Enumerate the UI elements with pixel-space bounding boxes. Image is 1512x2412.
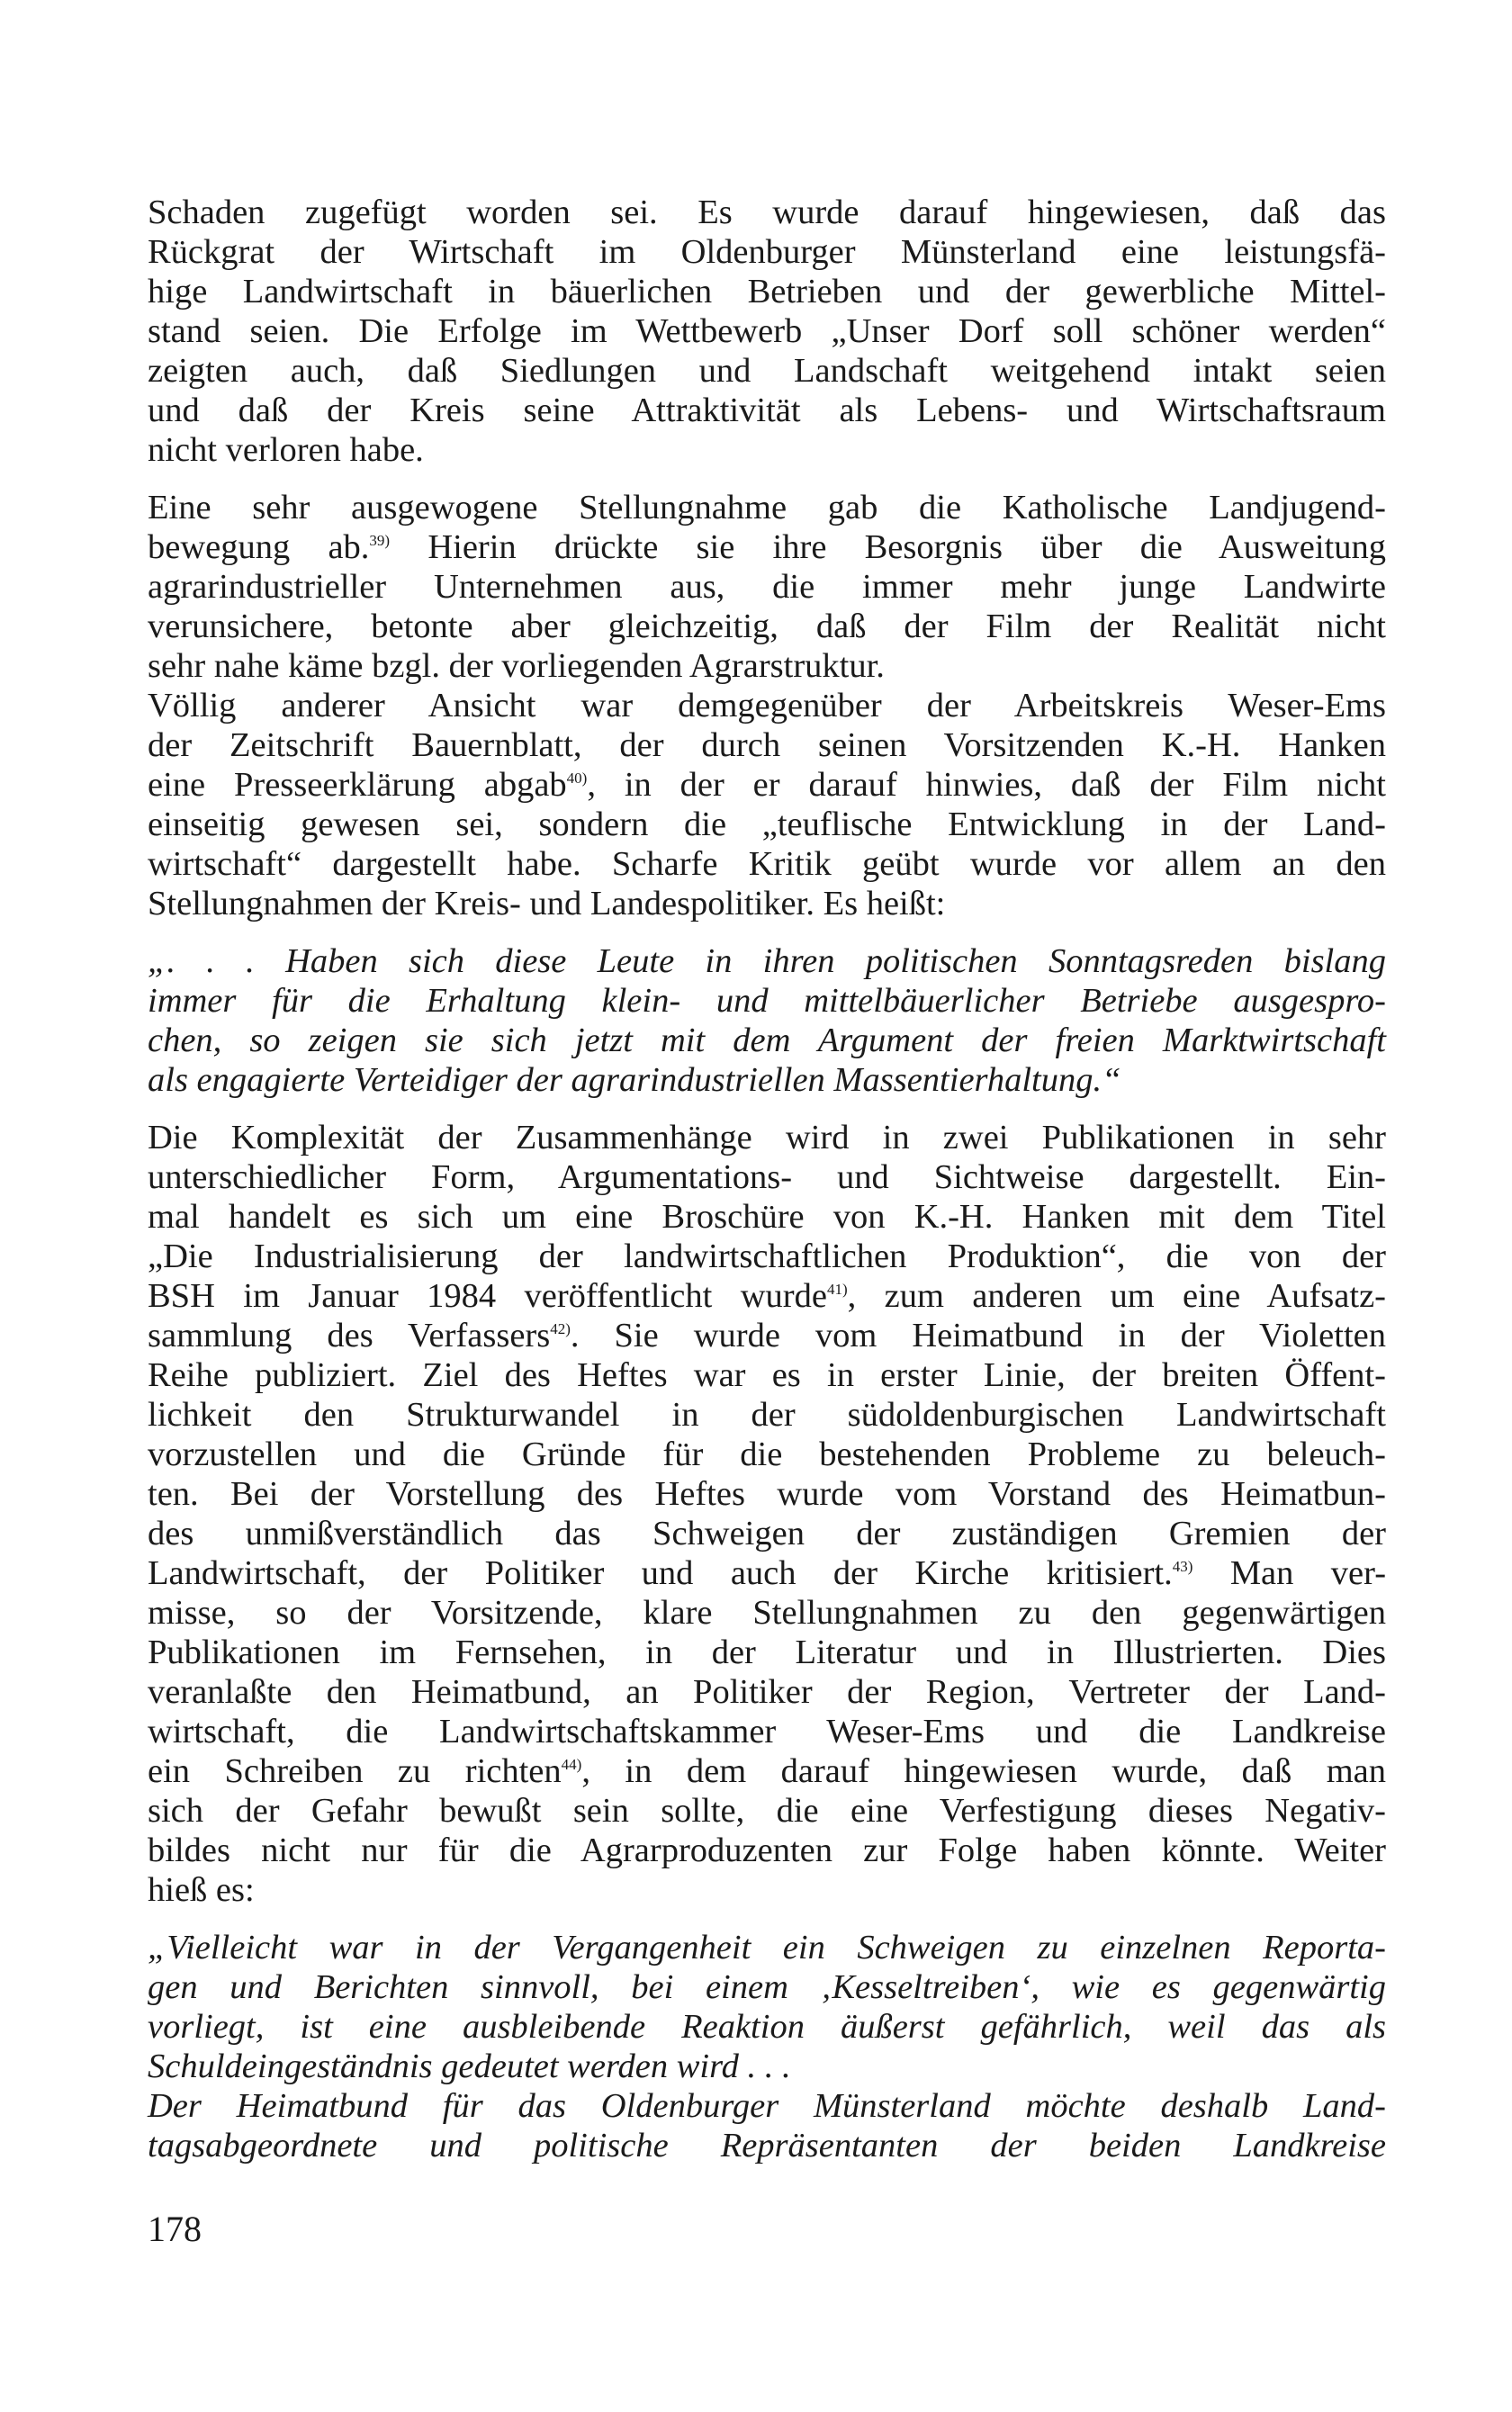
text-line: Schaden zugefügt worden sei. Es wurde darauf hingewiesen, daß das (148, 194, 1386, 231)
text-line: verunsichere, betonte aber gleichzeitig, daß der Film der Realität nicht (148, 608, 1386, 645)
text-line: unterschiedlicher Form, Argumentations- und Sichtweise dargestellt. Ein- (148, 1158, 1386, 1196)
text-line: wirtschaft, die Landwirtschaftskammer Weser-Ems und die Landkreise (148, 1713, 1386, 1750)
text-line: eine Presseerklärung abgab$^{40)}$, in der er darauf hinwies, daß der Film nicht (148, 766, 1386, 804)
text-line: ten. Bei der Vorstellung des Heftes wurde vom Vorstand des Heimatbun- (148, 1475, 1386, 1513)
text-line: Landwirtschaft, der Politiker und auch der Kirche kritisiert.$^{43)}$ Man ver- (148, 1554, 1387, 1592)
text-line: gen und Berichten sinnvoll, bei einem ‚Kesseltreiben‘, wie es gegenwärtig (148, 1968, 1386, 2006)
paragraph-gap (148, 1100, 1386, 1118)
paragraph (148, 1118, 1386, 1910)
text-line: lichkeit den Strukturwandel in der südoldenburgischen Landwirtschaft (148, 1396, 1386, 1434)
text-line: immer für die Erhaltung klein- und mittelbäuerlicher Betriebe ausgespro- (148, 982, 1386, 1020)
text-line: Eine sehr ausgewogene Stellungnahme gab die Katholische Landjugend- (148, 489, 1386, 526)
paragraph (148, 488, 1386, 686)
text-line: bewegung ab.$^{39)}$ Hierin drückte sie ihre Besorgnis über die Ausweitung (148, 528, 1386, 566)
block-quote (148, 941, 1386, 1100)
text-line: Publikationen im Fernsehen, in der Literatur und in Illustrierten. Dies (148, 1634, 1386, 1671)
text-line: wirtschaft“ dargestellt habe. Scharfe Kritik geübt wurde vor allem an den (148, 845, 1386, 883)
text-line: BSH im Januar 1984 veröffentlicht wurde$^{41)}$, zum anderen um eine Aufsatz- (148, 1277, 1386, 1315)
text-line: „Die Industrialisierung der landwirtschaftlichen Produktion“, die von der (148, 1238, 1386, 1275)
text-line: Die Komplexität der Zusammenhänge wird in zwei Publikationen in sehr (148, 1119, 1386, 1156)
footnote-marker: 41) (826, 1281, 848, 1298)
text-line: Völlig anderer Ansicht war demgegenüber der Arbeitskreis Weser-Ems (148, 687, 1386, 724)
text-line: Der Heimatbund für das Oldenburger Münsterland möchte deshalb Land- (148, 2087, 1386, 2125)
text-line: „. . . Haben sich diese Leute in ihren politischen Sonntagsreden bislang (148, 942, 1386, 980)
text-line: bildes nicht nur für die Agrarproduzenten zur Folge haben könnte. Weiter (148, 1832, 1386, 1869)
page-number: 178 (148, 2209, 202, 2249)
footnote-marker: 42) (550, 1320, 571, 1337)
footnote-marker: 43) (1172, 1558, 1193, 1575)
text-line: vorliegt, ist eine ausbleibende Reaktion äußerst gefährlich, weil das als (148, 2008, 1386, 2046)
text-line: „Vielleicht war in der Vergangenheit ein Schweigen zu einzelnen Reporta- (148, 1929, 1386, 1966)
text-line: hige Landwirtschaft in bäuerlichen Betrieben und der gewerbliche Mittel- (148, 273, 1386, 310)
text-line: stand seien. Die Erfolge im Wettbewerb „Unser Dorf soll schöner werden“ (148, 312, 1386, 350)
page-body (148, 193, 1386, 2165)
text-line: der Zeitschrift Bauernblatt, der durch seinen Vorsitzenden K.-H. Hanken (148, 726, 1386, 764)
text-line: misse, so der Vorsitzende, klare Stellungnahmen zu den gegenwärtigen (148, 1594, 1386, 1632)
block-quote (148, 1928, 1386, 2086)
footnote-marker: 44) (561, 1756, 582, 1773)
text-line: sich der Gefahr bewußt sein sollte, die eine Verfestigung dieses Negativ- (148, 1792, 1386, 1830)
text-line: sehr nahe käme bzgl. der vorliegenden Agrarstruktur. (148, 647, 885, 685)
text-line: Schuldeingeständnis gedeutet werden wird . . . (148, 2048, 791, 2085)
block-quote (148, 2086, 1386, 2165)
text-line: tagsabgeordnete und politische Repräsentanten der beiden Landkreise (148, 2127, 1386, 2164)
text-line: hieß es: (148, 1871, 255, 1909)
text-line: Reihe publiziert. Ziel des Heftes war es in erster Linie, der breiten Öffent- (148, 1356, 1386, 1394)
footnote-marker: 40) (566, 770, 588, 787)
text-line: veranlaßte den Heimatbund, an Politiker der Region, Vertreter der Land- (148, 1673, 1386, 1711)
text-line: des unmißverständlich das Schweigen der zuständigen Gremien der (148, 1515, 1386, 1552)
text-line: und daß der Kreis seine Attraktivität als Lebens- und Wirtschaftsraum (148, 392, 1386, 429)
text-line: chen, so zeigen sie sich jetzt mit dem Argument der freien Marktwirtschaft (148, 1022, 1386, 1059)
text-line: agrarindustrieller Unternehmen aus, die immer mehr junge Landwirte (148, 568, 1386, 606)
text-line: sammlung des Verfassers$^{42)}$. Sie wurde vom Heimatbund in der Violetten (148, 1317, 1386, 1354)
paragraph (148, 193, 1386, 470)
text-line: nicht verloren habe. (148, 431, 424, 469)
text-line: zeigten auch, daß Siedlungen und Landschaft weitgehend intakt seien (148, 352, 1386, 390)
text-line: als engagierte Verteidiger der agrarindustriellen Massentierhaltung.“ (148, 1061, 1121, 1099)
text-line: Stellungnahmen der Kreis- und Landespolitiker. Es heißt: (148, 885, 946, 922)
text-line: Rückgrat der Wirtschaft im Oldenburger Münsterland eine leistungsfä- (148, 233, 1386, 271)
text-line: ein Schreiben zu richten$^{44)}$, in dem darauf hingewiesen wurde, daß man (148, 1752, 1387, 1790)
text-line: mal handelt es sich um eine Broschüre von K.-H. Hanken mit dem Titel (148, 1198, 1386, 1236)
paragraph (148, 686, 1386, 923)
paragraph-gap (148, 923, 1386, 941)
footnote-marker: 39) (369, 532, 391, 549)
text-line: vorzustellen und die Gründe für die bestehenden Probleme zu beleuch- (148, 1436, 1386, 1473)
text-line: einseitig gewesen sei, sondern die „teuflische Entwicklung in der Land- (148, 806, 1386, 843)
paragraph-gap (148, 1910, 1386, 1928)
paragraph-gap (148, 470, 1386, 488)
